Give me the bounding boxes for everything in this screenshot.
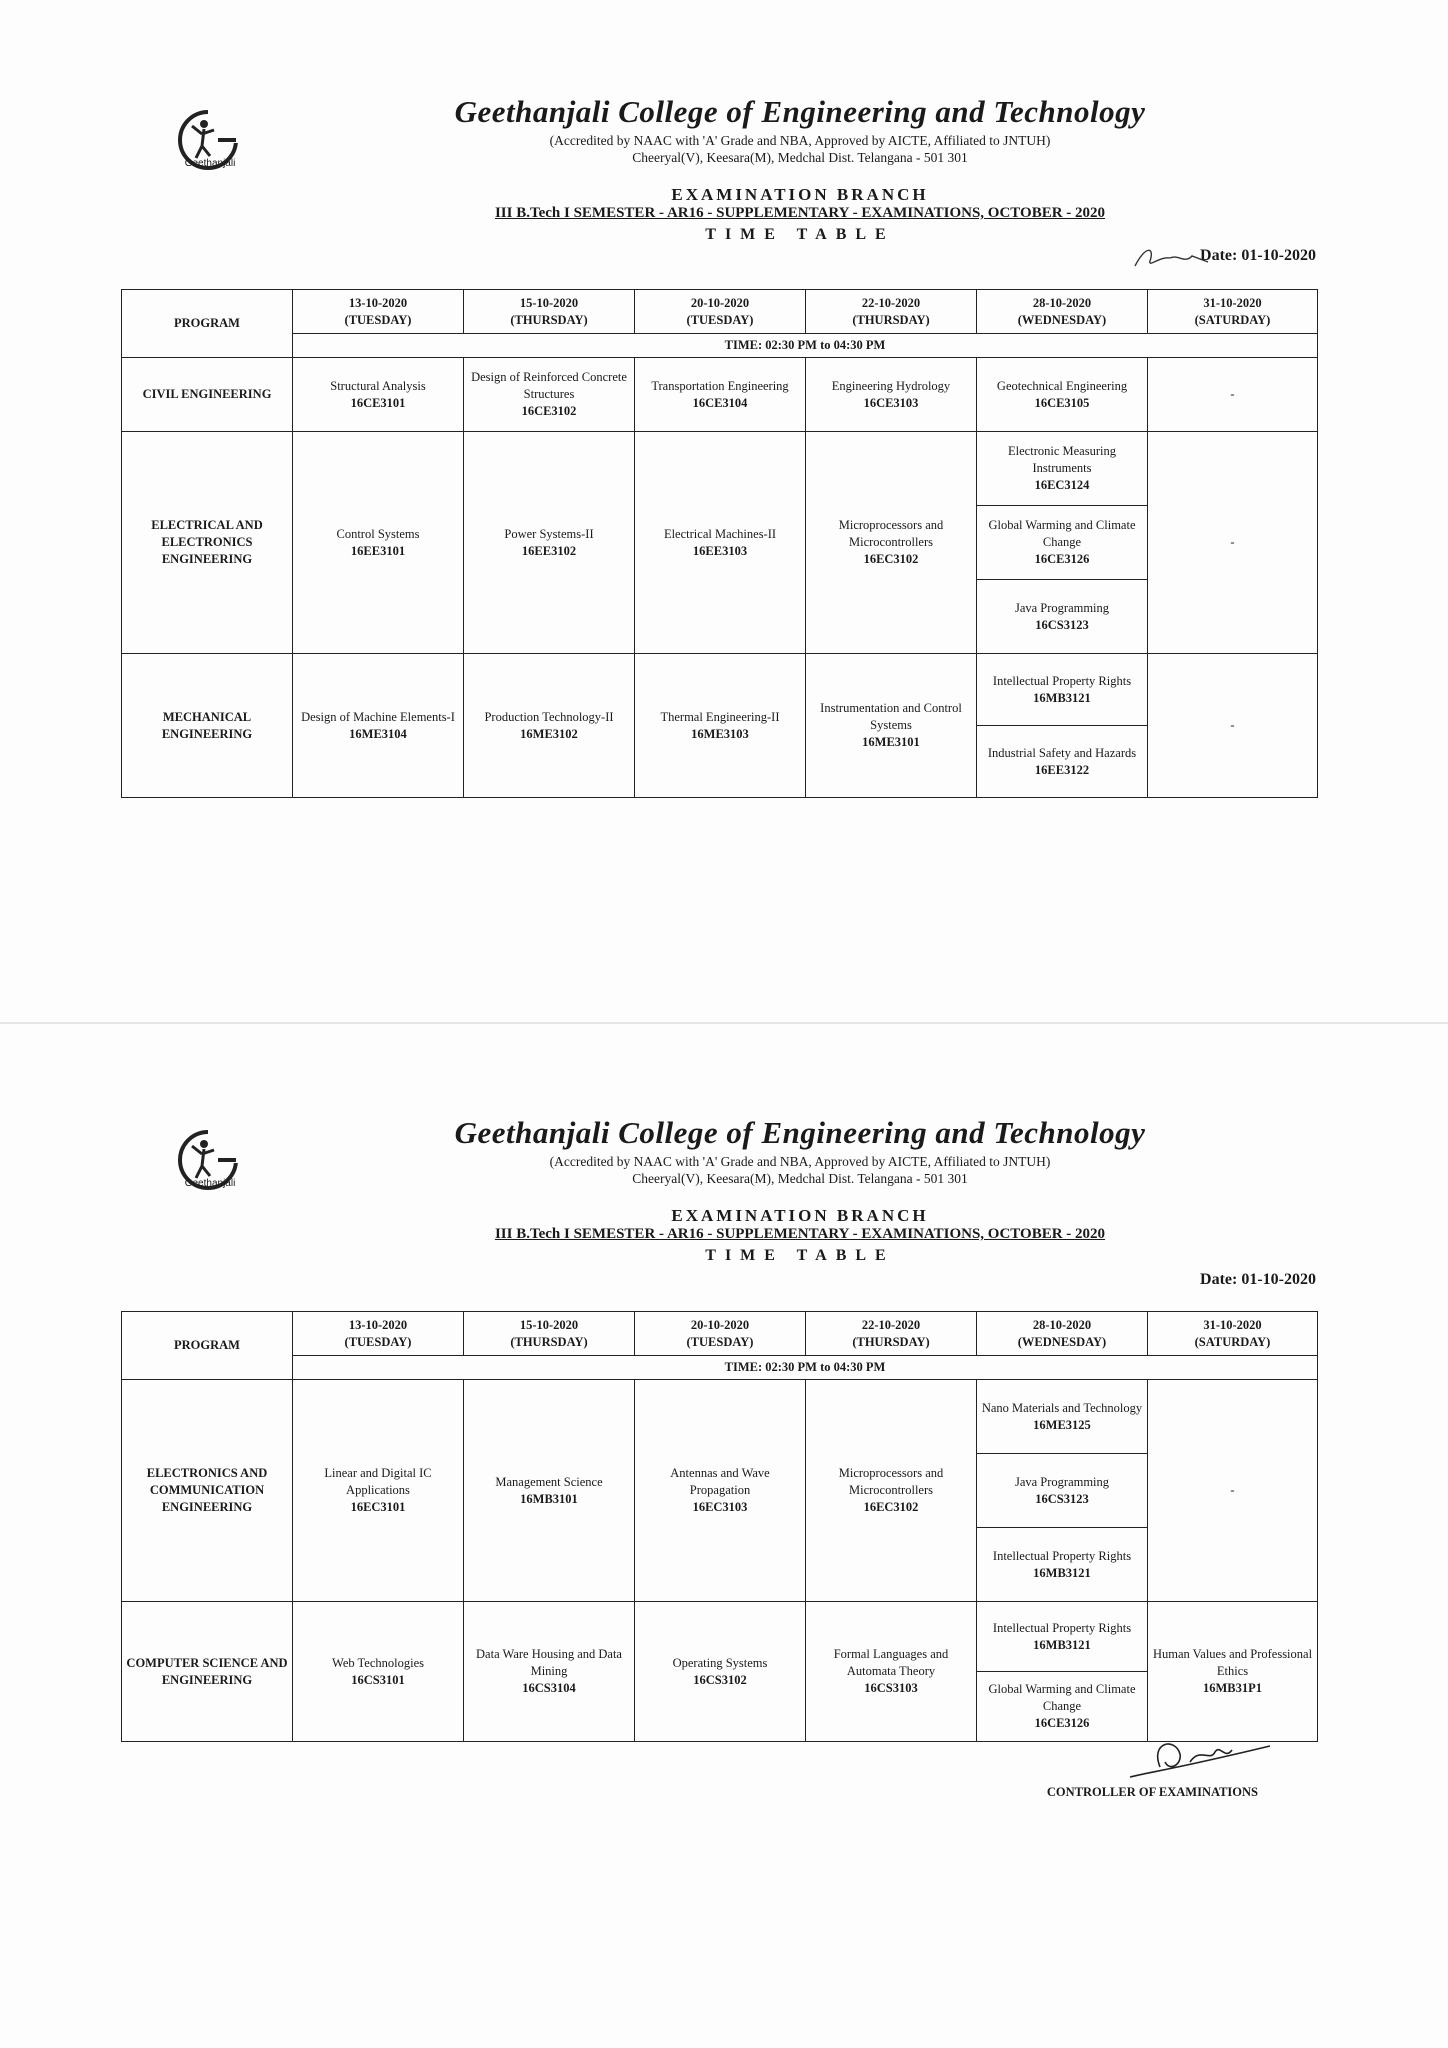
exam-cell: Engineering Hydrology 16CE3103 — [806, 358, 977, 432]
exam-cell: - — [1148, 432, 1318, 654]
exam-cell: Data Ware Housing and Data Mining 16CS3104 — [464, 1602, 635, 1742]
date-header: 15-10-2020 (THURSDAY) — [464, 1312, 635, 1356]
exam-cell: Java Programming 16CS3123 — [977, 1454, 1148, 1528]
time-table-title: TIME TABLE — [705, 1247, 895, 1264]
exam-cell: Microprocessors and Microcontrollers 16EC3102 — [806, 432, 977, 654]
exam-cell: Intellectual Property Rights 16MB3121 — [977, 654, 1148, 726]
program-ece: ELECTRONICS AND COMMUNICATION ENGINEERING — [122, 1380, 293, 1602]
exam-time: TIME: 02:30 PM to 04:30 PM — [293, 1356, 1318, 1380]
exam-time: TIME: 02:30 PM to 04:30 PM — [293, 334, 1318, 358]
logo-caption: Geethanjali — [184, 158, 236, 169]
timetable-grid — [121, 1311, 1318, 1742]
time-table-title: TIME TABLE — [705, 226, 895, 243]
semester-title: III B.Tech I SEMESTER - AR16 - SUPPLEMENTARY - EXAMINATIONS, OCTOBER - 2020 — [494, 1226, 1106, 1242]
date-header: 22-10-2020 (THURSDAY) — [806, 290, 977, 334]
date-header: 20-10-2020 (TUESDAY) — [635, 1312, 806, 1356]
exam-cell: Management Science 16MB3101 — [464, 1380, 635, 1602]
college-name: Geethanjali College of Engineering and Technology — [454, 94, 1146, 129]
issue-date: Date: 01-10-2020 — [1200, 247, 1316, 264]
program-header: PROGRAM — [122, 290, 293, 358]
exam-cell: Design of Reinforced Concrete Structures 16CE3102 — [464, 358, 635, 432]
examination-branch: EXAMINATION BRANCH — [671, 1206, 929, 1225]
issue-date: Date: 01-10-2020 — [1200, 1271, 1316, 1288]
date-header: 28-10-2020 (WEDNESDAY) — [977, 290, 1148, 334]
college-name: Geethanjali College of Engineering and Technology — [454, 1115, 1146, 1150]
semester-title: III B.Tech I SEMESTER - AR16 - SUPPLEMENTARY - EXAMINATIONS, OCTOBER - 2020 — [494, 205, 1106, 221]
program-eee: ELECTRICAL AND ELECTRONICS ENGINEERING — [122, 432, 293, 654]
program-cse: COMPUTER SCIENCE AND ENGINEERING — [122, 1602, 293, 1742]
signature-icon — [1120, 1732, 1280, 1787]
exam-cell: - — [1148, 654, 1318, 798]
exam-cell: Design of Machine Elements-I 16ME3104 — [293, 654, 464, 798]
exam-cell: Human Values and Professional Ethics 16MB31P1 — [1148, 1602, 1318, 1742]
address: Cheeryal(V), Keesara(M), Medchal Dist. Telangana - 501 301 — [632, 150, 968, 165]
date-header: 22-10-2020 (THURSDAY) — [806, 1312, 977, 1356]
date-header: 31-10-2020 (SATURDAY) — [1148, 1312, 1318, 1356]
address: Cheeryal(V), Keesara(M), Medchal Dist. Telangana - 501 301 — [632, 1171, 968, 1186]
exam-cell: Instrumentation and Control Systems 16ME3101 — [806, 654, 977, 798]
date-header: 15-10-2020 (THURSDAY) — [464, 290, 635, 334]
exam-cell: Linear and Digital IC Applications 16EC3101 — [293, 1380, 464, 1602]
exam-cell: Electronic Measuring Instruments 16EC3124 — [977, 432, 1148, 506]
exam-cell: Transportation Engineering 16CE3104 — [635, 358, 806, 432]
exam-cell: Control Systems 16EE3101 — [293, 432, 464, 654]
program-civil: CIVIL ENGINEERING — [122, 358, 293, 432]
signature-icon — [1130, 236, 1220, 276]
exam-cell: Antennas and Wave Propagation 16EC3103 — [635, 1380, 806, 1602]
exam-cell: Electrical Machines-II 16EE3103 — [635, 432, 806, 654]
controller-of-examinations: CONTROLLER OF EXAMINATIONS — [1046, 1785, 1258, 1799]
examination-branch: EXAMINATION BRANCH — [671, 185, 929, 204]
exam-cell: - — [1148, 1380, 1318, 1602]
exam-cell: Web Technologies 16CS3101 — [293, 1602, 464, 1742]
exam-cell: Structural Analysis 16CE3101 — [293, 358, 464, 432]
timetable-page-2 — [0, 1024, 1448, 2048]
exam-cell: Power Systems-II 16EE3102 — [464, 432, 635, 654]
date-header: 28-10-2020 (WEDNESDAY) — [977, 1312, 1148, 1356]
logo-caption: Geethanjali — [184, 1178, 236, 1189]
exam-cell: - — [1148, 358, 1318, 432]
accreditation: (Accredited by NAAC with 'A' Grade and NBA, Approved by AICTE, Affiliated to JNTUH) — [549, 133, 1051, 148]
exam-cell: Thermal Engineering-II 16ME3103 — [635, 654, 806, 798]
accreditation: (Accredited by NAAC with 'A' Grade and NBA, Approved by AICTE, Affiliated to JNTUH) — [549, 1154, 1051, 1169]
exam-cell: Geotechnical Engineering 16CE3105 — [977, 358, 1148, 432]
exam-cell: Industrial Safety and Hazards 16EE3122 — [977, 726, 1148, 798]
exam-cell: Production Technology-II 16ME3102 — [464, 654, 635, 798]
exam-cell: Java Programming 16CS3123 — [977, 580, 1148, 654]
timetable-grid — [121, 289, 1318, 798]
program-header: PROGRAM — [122, 1312, 293, 1380]
exam-cell: Intellectual Property Rights 16MB3121 — [977, 1528, 1148, 1602]
exam-cell: Microprocessors and Microcontrollers 16EC3102 — [806, 1380, 977, 1602]
date-header: 13-10-2020 (TUESDAY) — [293, 1312, 464, 1356]
exam-cell: Global Warming and Climate Change 16CE3126 — [977, 506, 1148, 580]
exam-cell: Formal Languages and Automata Theory 16CS3103 — [806, 1602, 977, 1742]
exam-cell: Operating Systems 16CS3102 — [635, 1602, 806, 1742]
exam-cell: Global Warming and Climate Change 16CE3126 — [977, 1672, 1148, 1742]
exam-cell: Nano Materials and Technology 16ME3125 — [977, 1380, 1148, 1454]
exam-cell: Intellectual Property Rights 16MB3121 — [977, 1602, 1148, 1672]
date-header: 20-10-2020 (TUESDAY) — [635, 290, 806, 334]
date-header: 31-10-2020 (SATURDAY) — [1148, 290, 1318, 334]
program-mech: MECHANICAL ENGINEERING — [122, 654, 293, 798]
date-header: 13-10-2020 (TUESDAY) — [293, 290, 464, 334]
